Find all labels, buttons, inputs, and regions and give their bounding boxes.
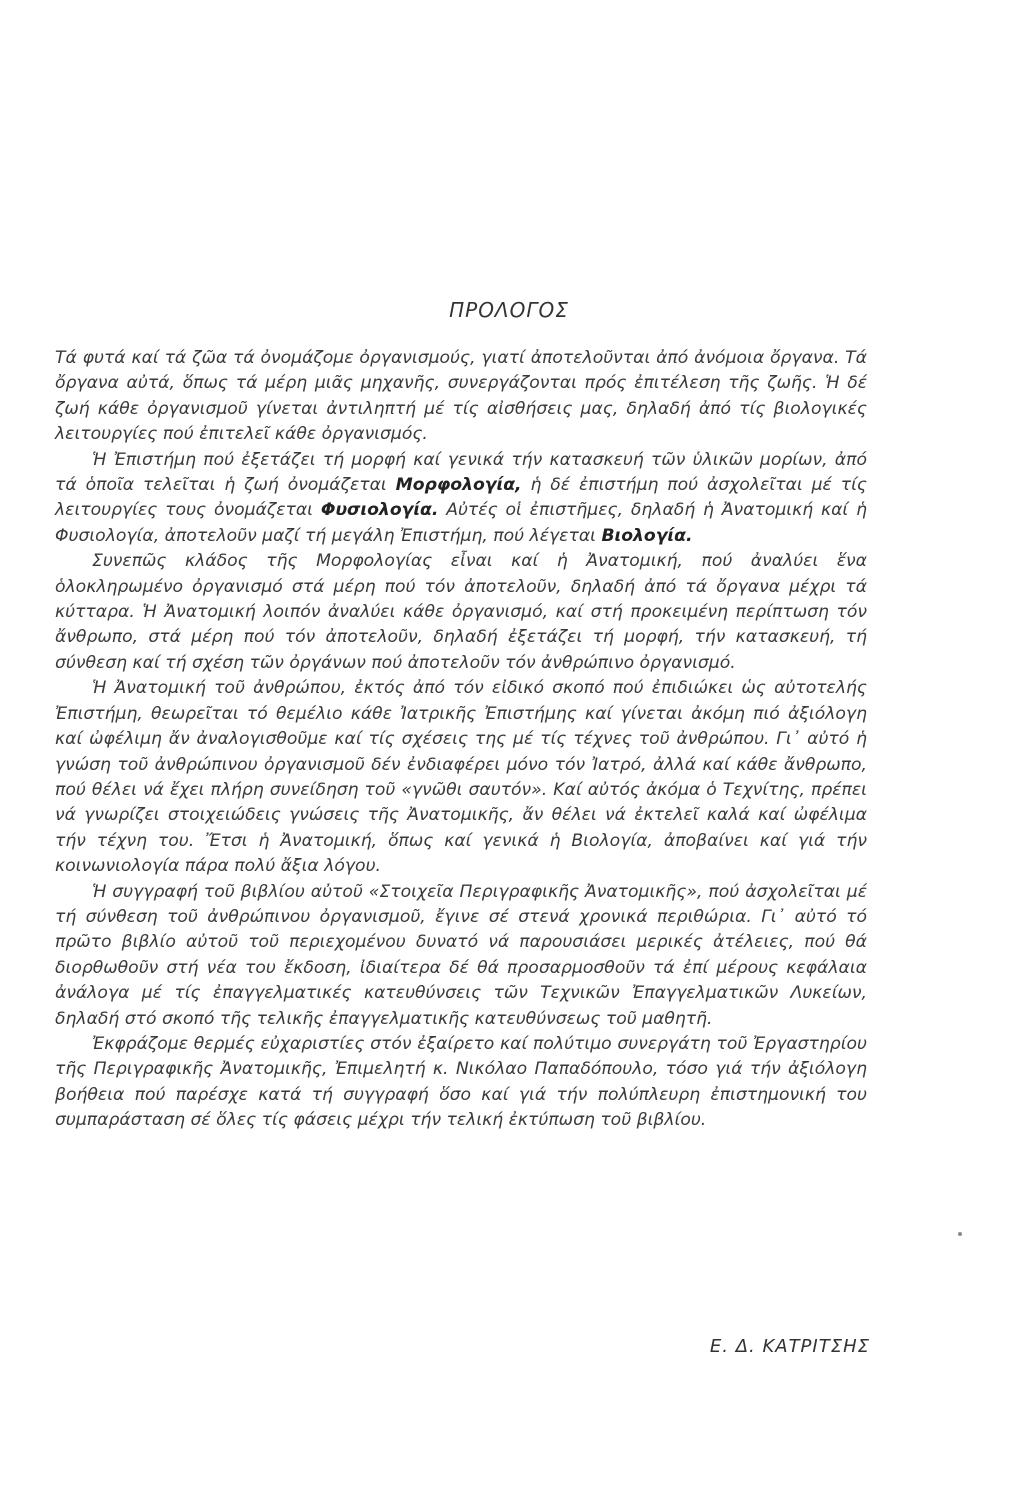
paragraph-2-part-3: Αὐτές οἱ ἐπιστῆμες, δηλαδή ἡ Ἀνατομική καί ἡ Φυσιολογία, ἀποτελοῦν μαζί τή μεγάλη Ἐπιστήμη, πού λέγεται xyxy=(55,500,867,546)
paragraph-2-part-1: Ἡ Ἐπιστήμη πού ἐξετάζει τή μορφή καί γενικά τήν κατασκευή τῶν ὑλικῶν μορίων, ἀπό τά ὁποῖα τελεῖται ἡ ζωή ὀνομάζεται xyxy=(55,449,867,496)
paragraph-2 xyxy=(55,448,867,550)
paragraph-3: Συνεπῶς κλάδος τῆς Μορφολογίας εἶναι καί ἡ Ἀνατομική, πού ἀναλύει ἕνα ὁλοκληρωμένο ὀργανισμό στά μέρη πού τόν ἀποτελοῦν, δηλαδή ἀπό τά ὄργανα μέχρι τά κύτταρα. Ἡ Ἀνατομική λοιπόν ἀναλύει κάθε ὀργανισμό, καί στή προκειμένη περίπτωση τόν ἄνθρωπο, στά μέρη πού τόν ἀποτελοῦν, δηλαδή ἐξετάζει τή μορφή, τήν κατασκευή, τή σύνθεση καί τή σχέση τῶν ὀργάνων πού ἀποτελοῦν τόν ἀνθρώπινο ὀργανισμό. xyxy=(55,551,867,673)
term-biology: Βιολογία. xyxy=(601,525,693,546)
paragraph-5: Ἡ συγγραφή τοῦ βιβλίου αὐτοῦ «Στοιχεῖα Περιγραφικῆς Ἀνατομικῆς», πού ἀσχολεῖται μέ τή σύνθεση τοῦ ἀνθρώπινου ὀργανισμοῦ, ἔγινε σέ στενά χρονικά περιθώρια. Γι᾽ αὐτό τό πρῶτο βιβλίο αὐτοῦ τοῦ περιεχομένου δυνατό νά παρουσιάσει μερικές ἀτέλειες, πού θά διορθωθοῦν στή νέα του ἔκδοση, ἰδιαίτερα δέ θά προσαρμοσθοῦν τά ἐπί μέρους κεφάλαια ἀνάλογα μέ τίς ἐπαγγελματικές κατευθύνσεις τῶν Τεχνικῶν Ἐπαγγελματικῶν Λυκείων, δηλαδή στό σκοπό τῆς τελικῆς ἐπαγγελματικῆς κατευθύνσεως τοῦ μαθητῆ. xyxy=(55,881,867,1029)
page-title: ΠΡΟΛΟΓΟΣ xyxy=(449,298,569,322)
preface-body xyxy=(55,346,867,1134)
paragraph-6: Ἐκφράζομε θερμές εὐχαριστίες στόν ἐξαίρετο καί πολύτιμο συνεργάτη τοῦ Ἐργαστηρίου τῆς Περιγραφικῆς Ἀνατομικῆς, Ἐπιμελητή κ. Νικόλαο Παπαδόπουλο, τόσο γιά τήν ἀξιόλογη βοήθεια πού παρέσχε κατά τή συγγραφή ὅσο καί γιά τήν πολύπλευρη ἐπιστημονική του συμπαράσταση σέ ὅλες τίς φάσεις μέχρι τήν τελική ἐκτύπωση τοῦ βιβλίου. xyxy=(55,1033,867,1131)
paragraph-1: Τά φυτά καί τά ζῶα τά ὀνομάζομε ὀργανισμούς, γιατί ἀποτελοῦνται ἀπό ἀνόμοια ὄργανα. Τά ὄργανα αὐτά, ὅπως τά μέρη μιᾶς μηχανῆς, συνεργάζονται πρός ἐπιτέλεση τῆς ζωῆς. Ἡ δέ ζωή κάθε ὀργανισμοῦ γίνεται ἀντιληπτή μέ τίς αἰσθήσεις μας, δηλαδή ἀπό τίς βιολογικές λειτουργίες πού ἐπιτελεῖ κάθε ὀργανισμός. xyxy=(55,348,867,445)
paragraph-4: Ἡ Ἀνατομική τοῦ ἀνθρώπου, ἐκτός ἀπό τόν εἰδικό σκοπό πού ἐπιδιώκει ὡς αὐτοτελής Ἐπιστήμη, θεωρεῖται τό θεμέλιο κάθε Ἰατρικῆς Ἐπιστήμης καί γίνεται ἀκόμη πιό ἀξιόλογη καί ὠφέλιμη ἄν ἀναλογισθοῦμε καί τίς σχέσεις της μέ τίς τέχνες τοῦ ἀνθρώπου. Γι᾽ αὐτό ἡ γνώση τοῦ ἀνθρώπινου ὀργανισμοῦ δέν ἐνδιαφέρει μόνο τόν Ἰατρό, ἀλλά καί κάθε ἄνθρωπο, πού θέλει νά ἔχει πλήρη συνείδηση τοῦ «γνῶθι σαυτόν». Καί αὐτός ἀκόμα ὁ Τεχνίτης, πρέπει νά γνωρίζει στοιχειώδεις γνώσεις τῆς Ἀνατομικῆς, ἄν θέλει νά ἐκτελεῖ καλά καί ὠφέλιμα τήν τέχνη του. Ἔτσι ἡ Ἀνατομική, ὅπως καί γενικά ἡ Βιολογία, ἀποβαίνει καί γιά τήν κοινωνιολογία πάρα πολύ ἄξια λόγου. xyxy=(55,678,867,877)
term-morphology: Μορφολογία, xyxy=(395,475,522,496)
term-physiology: Φυσιολογία. xyxy=(320,500,439,521)
stray-mark xyxy=(958,1232,962,1236)
author-signature: Ε. Δ. ΚΑΤΡΙΤΣΗΣ xyxy=(709,1336,870,1357)
paragraph-2-part-2: ἡ δέ ἐπιστήμη πού ἀσχολεῖται μέ τίς λειτουργίες τους ὀνομάζεται xyxy=(55,475,868,521)
